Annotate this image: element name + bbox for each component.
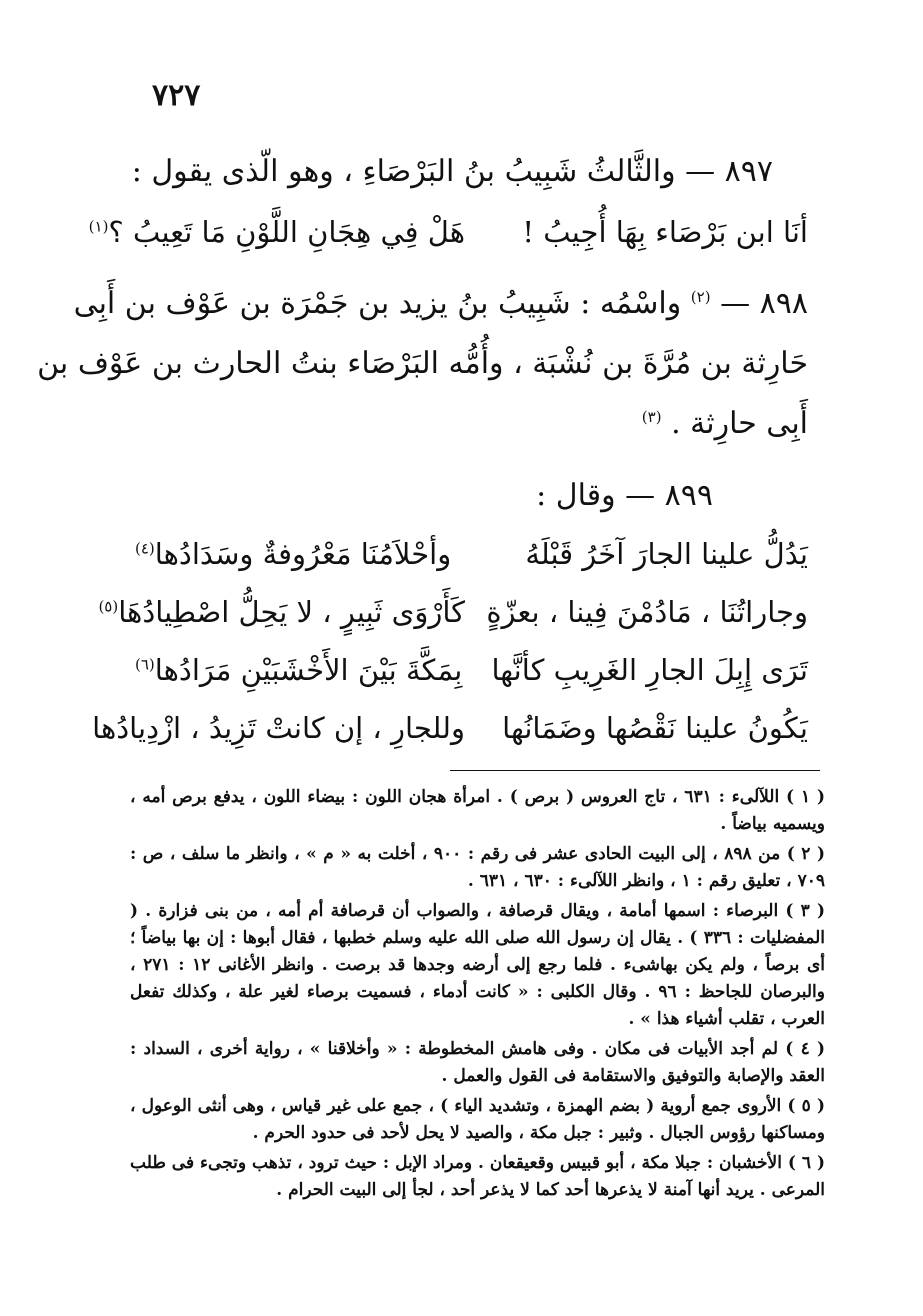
verse-1-first-hemistich	[478, 212, 808, 252]
entry-898-line-2	[37, 344, 808, 384]
poem-line-4-left-text: وللجارِ ، إن كانتْ تَزِيدُ ، ازْدِيادُها	[92, 711, 465, 745]
entry-898-line-1	[74, 284, 808, 324]
footnote-3: ( ٣ ) البرصاء : اسمها أمامة ، ويقال قرصافة ، والصواب أن قرصافة أم أمه ، من بنى فزارة . ( المفضليات : ٣٣٦ ) . يقال إن رسول الله صلى الله عليه وسلم خطبها ، فقال أبوها : إن بها بياضاً ؛ أى برصاً ، ولم يكن بهاشىء . فلما رجع إلى أرضه وجدها قد برصت . وانظر الأغانى ١٢ : ٢٧١ ، والبرصان للجاحظ : ٩٦ . وقال الكلبى : « كانت أدماء ، فسميت برصاء لغير علة ، وكذلك تفعل العرب ، تقلب أشياء هذا » .	[130, 901, 826, 1029]
poem-line-3-first	[488, 650, 808, 690]
entry-898-text-3: أَبِى حارِثة .	[671, 406, 808, 441]
entry-899-number: ٨٩٩ —	[625, 478, 713, 513]
poem-line-2-right-text: وجاراتُنَا ، مَادُمْنَ فِينا ، بعزّةٍ	[486, 595, 808, 629]
footnote-ref-2: (٢)	[690, 288, 711, 306]
entry-899-text: وقال :	[536, 478, 616, 513]
entry-897-number: ٨٩٧ —	[685, 154, 773, 189]
poem-line-1-right-text: يَدُلُّ علينا الجارَ آخَرُ قَبْلَهُ	[525, 537, 808, 571]
verse-1-right-text: أنَا ابن بَرْصَاء بِهَا أُجِيبُ !	[522, 215, 808, 249]
verse-1-left-text: هَلْ فِي هِجَانِ اللَّوْنِ مَا تَعِيبُ ؟	[108, 215, 465, 249]
footnote-ref-1: (١)	[88, 217, 109, 236]
entry-898-text-1: واسْمُه : شَبِيبُ بنُ يزيد بن جَمْرَة بن عَوْف بن أَبِى	[73, 286, 682, 321]
poem-line-1-second	[135, 534, 465, 574]
poem-line-2-second	[98, 592, 465, 632]
poem-line-2-left-text: كَأَرْوَى ثَبِيرٍ ، لا يَحِلُّ اصْطِيادُهَا	[118, 595, 465, 629]
poem-line-1-left-text: وأحْلاَمُنَا مَعْرُوفةٌ وسَدَادُها	[154, 537, 452, 571]
poem-line-3-right-text: تَرَى إِبِلَ الجارِ الغَرِيبِ كأنَّها	[491, 653, 808, 687]
page-number: ٧٢٧	[152, 78, 201, 113]
footnote-1: ( ١ ) اللآلىء : ٦٣١ ، تاج العروس ( برص ) . امرأة هجان اللون : بيضاء اللون ، يدفع برص أمه ، ويسميه بياضاً .	[130, 787, 825, 834]
verse-1-second-hemistich	[88, 212, 465, 252]
entry-898-line-3	[642, 404, 808, 444]
footnote-ref-6: (٦)	[135, 655, 155, 674]
footnote-6: ( ٦ ) الأخشبان : جبلا مكة ، أبو قبيس وقعيقعان . ومراد الإبل : حيث ترود ، تذهب وتجىء فى طلب المرعى . يريد أنها آمنة لا يذعرها أحد كما لا يذعر أحد ، لجأ إلى البيت الحرام .	[130, 1153, 825, 1200]
entry-897	[132, 152, 773, 192]
poem-line-4-right-text: يَكُونُ علينا نَقْصُها وضَمَانُها	[502, 711, 808, 745]
footnote-5: ( ٥ ) الأروى جمع أروية ( بضم الهمزة ، وتشديد الياء ) ، جمع على غير قياس ، وهى أنثى الوعول ، ومساكنها رؤوس الجبال . وثبير : جبل مكة ، والصيد لا يحل لأحد فى حدود الحرم .	[130, 1096, 825, 1143]
poem-line-4-first	[488, 708, 808, 748]
poem-line-4-second	[92, 708, 465, 748]
footnote-2: ( ٢ ) من ٨٩٨ ، إلى البيت الحادى عشر فى رقم : ٩٠٠ ، أخلت به « م » ، وانظر ما سلف ، ص : ٧٠٩ ، تعليق رقم : ١ ، وانظر اللآلىء : ٦٣٠ ، ٦٣١ .	[130, 844, 825, 891]
entry-899	[536, 476, 713, 516]
footnotes	[130, 784, 825, 1207]
poem-line-2-first	[488, 592, 808, 632]
entry-898-text-2: حَارِثة بن مُرَّةَ بن نُشْبَة ، وأُمُّه البَرْصَاء بنتُ الحارث بن عَوْف بن	[37, 346, 808, 381]
poem-line-3-left-text: بِمَكَّةَ بَيْنَ الأَخْشَبَيْنِ مَرَادُها	[154, 653, 463, 687]
footnote-ref-5: (٥)	[98, 597, 119, 616]
footnote-ref-4: (٤)	[135, 539, 155, 558]
footnote-4: ( ٤ ) لم أجد الأبيات فى مكان . وفى هامش المخطوطة : « وأخلاقنا » ، رواية أخرى ، السداد : العقد والإصابة والتوفيق والاستقامة فى القول والعمل .	[130, 1039, 826, 1086]
poem-line-3-second	[135, 650, 465, 690]
poem-line-1-first	[488, 534, 808, 574]
entry-897-text: والثَّالثُ شَبِيبُ بنُ البَرْصَاءِ ، وهو الّذى يقول :	[131, 154, 676, 189]
entry-898-number: ٨٩٨ —	[720, 286, 808, 321]
footnote-ref-3: (٣)	[641, 408, 662, 426]
footnote-divider	[450, 770, 820, 771]
